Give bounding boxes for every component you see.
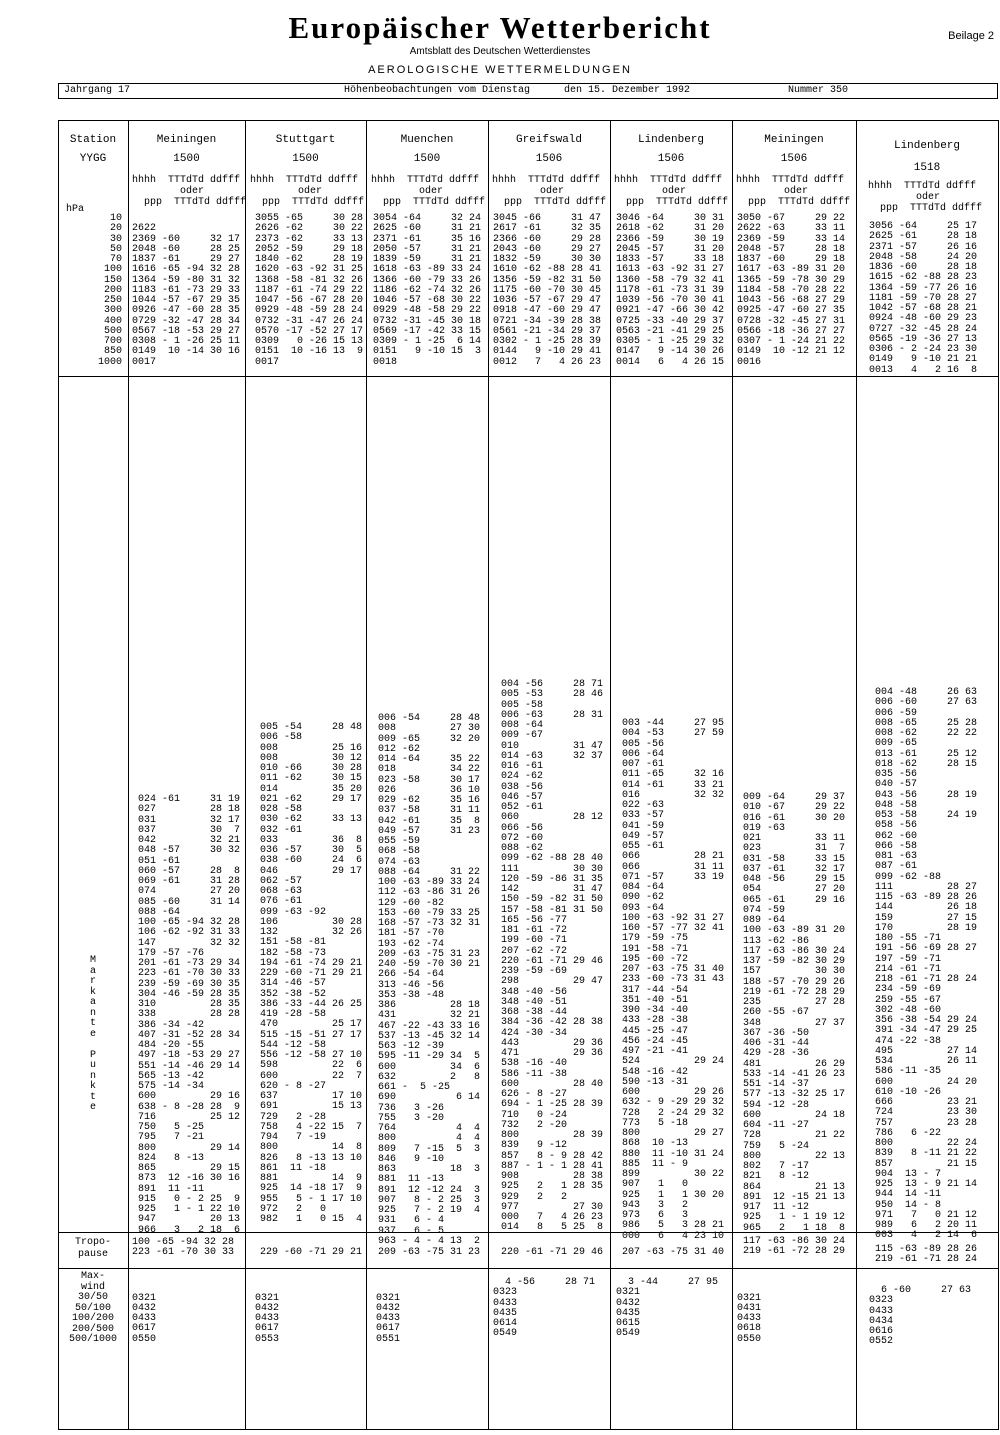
column-header: hhhh TTTdTd ddfff oder ppp TTTdTd ddfff (132, 175, 247, 208)
jahrgang: Jahrgang 17 (64, 85, 131, 96)
station-time: 1500 (173, 153, 200, 165)
observation-date: den 15. Dezember 1992 (564, 85, 691, 96)
standard-levels: 2622 2369 -60 32 17 2048 -60 28 25 1837 -61 29 27 1616 -65 -94 32 28 1364 -59 -80 31 32 1183 -61 -73 29 33 1044 -57 -67 29 35 0926 -47 -60 28 35 0729 -32 -47 28 34 0567 -18 -53 29 27 0308 - 1 -26 25 11 0149 10 -14 30 16 0017 (132, 223, 241, 368)
maxwind-data: 3 -44 27 95 0321 0432 0435 0615 0549 (616, 1277, 719, 1340)
column-header: hhhh TTTdTd ddfff oder ppp TTTdTd ddfff (492, 175, 607, 208)
rule (58, 1429, 999, 1430)
maxwind-data: 4 -56 28 71 0323 0433 0435 0614 0549 (493, 1277, 596, 1340)
page-title: Europäischer Wetterbericht (288, 10, 712, 45)
maxwind-data: 0321 0432 0433 0617 0551 (376, 1292, 401, 1345)
section-title: AEROLOGISCHE WETTERMELDUNGEN (368, 64, 632, 76)
station-name: Lindenberg (637, 134, 704, 146)
maxwind-data: 0321 0431 0433 0618 0550 (737, 1292, 762, 1345)
standard-levels: 3054 -64 32 24 2625 -60 31 21 2371 -61 35 16 2050 -57 31 21 1839 -59 31 21 1618 -63 -89 33 24 1366 -60 -79 33 26 1186 -62 -74 32 26 1046 -57 -68 30 22 0929 -48 -58 29 22 0732 -31 -45 30 18 0569 -17 -42 33 15 0309 - 1 -25 6 14 0151 9 -10 15 3 0018 (373, 213, 482, 368)
standard-levels: 3055 -65 30 28 2626 -62 30 22 2373 -62 33 13 2052 -59 29 18 1840 -62 28 19 1620 -63 -92 31 25 1368 -58 -81 32 26 1187 -61 -74 29 22 1047 -56 -67 28 20 0929 -48 -59 28 24 0732 -31 -47 26 24 0570 -17 -52 27 17 0309 0 -26 15 13 0151 10 -16 13 9 0017 (255, 213, 364, 368)
rule (488, 120, 489, 1430)
rule (732, 120, 733, 1430)
maxwind-data: 0321 0432 0433 0617 0553 (255, 1292, 280, 1345)
issue-number: Nummer 350 (788, 85, 849, 96)
hpa-label: hPa (66, 204, 85, 215)
standard-levels: 3046 -64 30 31 2618 -62 31 20 2366 -59 30 19 2045 -57 31 20 1833 -57 33 18 1613 -63 -92 31 27 1360 -58 -79 32 41 1178 -61 -73 31 39 1039 -56 -70 30 41 0921 -47 -66 30 42 0725 -33 -40 29 37 0563 -21 -41 29 25 0305 - 1 -25 29 32 0147 9 -14 30 26 0014 6 4 26 15 (616, 213, 725, 368)
maxwind-data: 0321 0432 0433 0617 0550 (132, 1292, 157, 1345)
standard-levels: 3045 -66 31 47 2617 -61 32 35 2366 -60 29 28 2043 -60 29 27 1832 -59 30 30 1610 -62 -88 28 41 1356 -59 -82 31 50 1175 -60 -70 30 45 1036 -57 -67 29 47 0918 -47 -60 29 47 0721 -34 -39 28 38 0561 -21 -34 29 37 0302 - 1 -25 28 39 0144 9 -10 29 41 0012 7 4 26 23 (493, 213, 602, 368)
tropopause-data: 229 -60 -71 29 21 (260, 1247, 363, 1258)
station-label: Station (69, 134, 117, 146)
significant-levels: 005 -54 28 48 006 -58 008 25 16 008 30 12 010 -66 30 28 011 -62 30 15 014 35 20 021 -62 29 17 028 -58 030 -62 33 13 032 -61 033 36 8 036 -57 30 5 038 -60 24 6 046 29 17 062 -57 068 -63 076 -61 099 -63 -92 106 30 28 132 32 26 151 -58 -81 182 -58 -73 194 -61 -74 29 21 229 -60 -71 29 21 314 -46 -57 352 -38 -52 386 -33 -44 26 25 419 -28 -58 470 25 17 515 -15 -51 27 17 544 -12 -58 556 -12 -58 27 10 598 22 6 600 22 7 620 - 8 -27 637 17 10 691 15 13 729 2 -28 758 4 -22 15 7 794 7 -19 800 14 8 826 8 -13 13 10 861 11 -18 881 14 9 925 14 -18 17 9 955 5 - 1 17 10 972 2 0 982 1 0 15 4 (260, 722, 363, 1225)
tropopause-label: Tropo- pause (74, 1237, 111, 1260)
tropopause-data: 100 -65 -94 32 28 223 -61 -70 30 33 (132, 1237, 235, 1259)
rule (58, 98, 998, 99)
column-header: hhhh TTTdTd ddfff oder ppp TTTdTd ddfff (736, 175, 851, 208)
significant-levels: 006 -54 28 48 008 27 30 009 -65 32 20 012 -62 014 -64 35 22 018 34 22 023 -58 30 17 026 36 10 029 -62 35 16 037 -58 31 11 042 -61 35 8 049 -57 31 23 055 -59 068 -58 074 -63 088 -64 31 22 100 -63 -89 33 24 112 -63 -86 31 26 129 -60 -82 153 -60 -79 33 25 168 -57 -73 32 31 181 -57 -70 193 -62 -74 209 -63 -75 31 23 240 -59 -70 30 21 266 -54 -64 313 -46 -56 353 -38 -48 386 28 18 431 32 21 467 -22 -43 33 16 537 -13 -45 32 14 563 -12 -39 595 -11 -29 34 5 600 34 6 632 2 8 661 - 5 -25 690 6 14 736 3 -26 755 3 -20 764 4 4 800 4 4 809 7 -15 5 3 846 9 -10 863 18 3 881 11 -13 891 12 -12 24 3 907 8 - 2 25 3 925 7 - 2 19 4 931 6 - 4 937 6 - 5 963 - 4 - 4 13 2 (378, 713, 481, 1247)
station-time: 1506 (780, 153, 808, 165)
column-header: hhhh TTTdTd ddfff oder ppp TTTdTd ddfff (371, 175, 486, 208)
station-name: Stuttgart (275, 134, 336, 146)
tropopause-data: 207 -63 -75 31 40 (622, 1247, 725, 1258)
significant-levels: 009 -64 29 37 010 -67 29 22 016 -61 30 20 019 -63 021 33 11 023 31 7 031 -58 33 15 037 -61 32 17 048 -56 29 15 054 27 20 065 -61 29 16 074 -59 089 -64 100 -63 -89 31 20 113 -62 -86 117 -63 -86 30 24 137 -59 -82 30 29 157 30 30 188 -57 -70 29 26 219 -61 -72 28 29 235 27 28 260 -55 -67 348 27 37 367 -36 -50 406 -31 -44 429 -28 -36 481 26 29 533 -14 -41 26 23 551 -14 -37 577 -13 -32 25 17 594 -12 -28 600 24 18 604 -11 -27 728 21 22 759 5 -24 800 22 13 802 7 -17 821 8 -12 864 21 13 891 12 -15 21 13 917 11 -12 925 1 - 1 19 12 965 2 1 18 8 (743, 792, 846, 1234)
tropopause-data: 220 -61 -71 29 46 (501, 1247, 604, 1258)
significant-levels: 004 -56 28 71 005 -53 28 46 005 -58 006 -63 28 31 008 -64 009 -67 010 31 47 014 -63 32 37 016 -61 024 -62 038 -56 046 -57 052 -61 060 28 12 066 -56 072 -60 088 -62 099 -62 -88 28 40 111 30 30 120 -59 -86 31 35 142 31 47 150 -59 -82 31 50 157 -58 -81 31 50 165 -56 -77 181 -61 -72 199 -60 -71 207 -62 -72 220 -61 -71 29 46 239 -59 -69 298 29 47 348 -40 -56 348 -40 -51 368 -38 -44 384 -36 -42 28 38 424 -30 -34 443 29 36 471 29 36 538 -16 -40 586 -11 -38 600 28 40 626 - 8 -27 694 - 1 -25 28 39 710 0 -24 732 2 -20 800 28 39 839 9 -12 857 8 - 9 28 42 887 - 1 - 1 28 41 908 28 38 925 2 1 28 35 929 2 2 977 27 30 000 7 4 26 23 014 8 5 25 8 (501, 679, 604, 1234)
tropopause-data: 209 -63 -75 31 23 (378, 1247, 481, 1258)
station-name: Meiningen (156, 134, 217, 146)
column-header: hhhh TTTdTd ddfff oder ppp TTTdTd ddfff (614, 175, 729, 208)
subtitle: Amtsblatt des Deutschen Wetterdienstes (409, 46, 591, 57)
station-time: 1518 (913, 162, 941, 174)
station-time: 1500 (292, 153, 319, 165)
station-name: Greifswald (515, 134, 582, 146)
significant-levels: 003 -44 27 95 004 -53 27 59 005 -56 006 -64 007 -61 011 -65 32 16 014 -61 33 21 016 32 32 022 -63 033 -57 041 -59 049 -57 055 -61 066 28 21 066 31 11 071 -57 33 19 084 -64 090 -62 093 -64 100 -63 -92 31 27 160 -57 -77 32 41 179 -59 -75 191 -58 -71 195 -60 -72 207 -63 -75 31 40 233 -60 -73 31 43 317 -44 -54 351 -40 -51 390 -34 -40 433 -28 -38 445 -25 -47 456 -24 -45 497 -21 -41 524 29 24 548 -16 -42 590 -13 -31 600 29 26 632 - 9 -29 29 32 728 2 -24 29 32 773 5 -18 800 29 27 868 10 -13 880 11 -10 31 24 885 11 - 9 899 30 22 907 1 0 925 1 1 30 20 943 3 2 973 6 3 986 5 3 28 21 000 6 4 23 10 (622, 718, 725, 1242)
rule (58, 120, 999, 121)
maxwind-data: 6 -60 27 63 0323 0433 0434 0616 0552 (869, 1285, 972, 1348)
station-name: Meiningen (764, 134, 824, 146)
station-name: Muenchen (400, 134, 454, 146)
tropopause-data: 115 -63 -89 28 26 219 -61 -71 28 24 (875, 1244, 978, 1266)
rule (128, 120, 129, 1430)
station-time: 1506 (535, 153, 563, 165)
rule (58, 376, 999, 377)
station-time: 1506 (657, 153, 685, 165)
significant-levels: 024 -61 31 19 027 28 18 031 32 17 037 30 7 042 32 21 048 -57 30 32 051 -61 060 -57 28 8 069 -61 31 28 074 27 20 085 -60 31 14 088 -64 100 -65 -94 32 28 106 -62 -92 31 33 147 32 32 179 -57 -76 201 -61 -73 29 34 223 -61 -70 30 33 239 -59 -69 30 35 304 -46 -59 28 35 310 28 35 338 28 28 386 -34 -42 407 -31 -52 28 34 484 -20 -55 497 -18 -53 29 27 551 -14 -46 29 14 565 -13 -42 575 -14 -34 600 29 16 638 - 8 -28 28 9 716 25 12 750 5 -25 795 7 -21 800 29 14 824 8 -13 865 29 15 873 12 -16 30 16 891 11 -11 915 0 - 2 25 9 925 1 - 1 22 10 947 20 13 966 3 2 18 6 (138, 794, 241, 1236)
rule (856, 120, 857, 1430)
observation-type: Höhenbeobachtungen vom Dienstag (344, 85, 531, 96)
standard-levels: 3050 -67 29 22 2622 -63 33 11 2369 -59 33 14 2048 -57 28 18 1837 -60 29 18 1617 -63 -89 31 20 1365 -59 -78 30 29 1184 -58 -70 28 22 1043 -56 -68 27 29 0925 -47 -60 27 35 0728 -32 -45 27 31 0566 -18 -36 27 27 0307 - 1 -24 21 22 0149 10 -12 21 12 0016 (737, 213, 846, 368)
column-header: hhhh TTTdTd ddfff oder ppp TTTdTd ddfff (250, 175, 365, 208)
tropopause-data: 117 -63 -86 30 24 219 -61 -72 28 29 (743, 1236, 846, 1258)
rule (58, 1268, 999, 1269)
station-name: Lindenberg (893, 140, 960, 152)
marks-label: M a r k a n t e P u n k t e (89, 955, 96, 1113)
maxwind-label: Max- wind 30/50 50/100 100/200 200/500 500/1000 (68, 1271, 117, 1345)
standard-levels: 3056 -64 25 17 2625 -61 28 18 2371 -57 26 16 2048 -58 24 20 1836 -60 28 18 1615 -62 -88 28 23 1364 -59 -77 26 16 1181 -59 -70 28 27 1042 -57 -68 28 21 0924 -48 -60 29 23 0727 -32 -45 28 24 0565 -19 -36 27 13 0306 - 2 -24 23 30 0149 9 -10 21 21 0013 4 2 16 8 (869, 221, 978, 376)
pressure-levels: 10 20 30 50 70 100 150 200 250 300 400 500 700 850 1000 (97, 213, 122, 368)
info-line (58, 84, 998, 98)
rule (245, 120, 246, 1430)
rule (366, 120, 367, 1430)
beilage-label: Beilage 2 (948, 30, 994, 42)
rule (998, 120, 999, 1430)
yygg-label: YYGG (79, 153, 107, 165)
column-header: hhhh TTTdTd ddfff oder ppp TTTdTd ddfff (868, 181, 983, 214)
rule (610, 120, 611, 1430)
station-time: 1500 (413, 153, 441, 165)
significant-levels: 004 -48 26 63 006 -60 27 63 006 -59 008 -65 25 28 008 -62 22 22 009 -65 013 -61 25 12 018 -62 28 15 035 -56 040 -57 043 -56 28 19 048 -58 053 -58 24 19 058 -56 062 -60 066 -58 081 -63 087 -61 099 -62 -88 111 28 27 115 -63 -89 28 26 144 26 18 159 27 15 170 28 19 180 -55 -71 191 -56 -69 28 27 197 -59 -71 214 -61 -71 218 -61 -71 28 24 234 -59 -69 259 -55 -67 302 -48 -60 356 -38 -54 29 24 391 -34 -47 29 25 474 -22 -38 495 27 14 534 26 11 586 -11 -35 600 24 20 610 -10 -26 666 23 21 724 23 30 757 23 28 786 6 -22 800 22 24 839 8 -11 21 22 857 21 15 904 13 - 7 925 13 - 9 21 14 944 14 -11 950 14 - 8 971 7 0 21 12 989 6 2 20 11 003 4 2 14 6 (875, 687, 978, 1242)
